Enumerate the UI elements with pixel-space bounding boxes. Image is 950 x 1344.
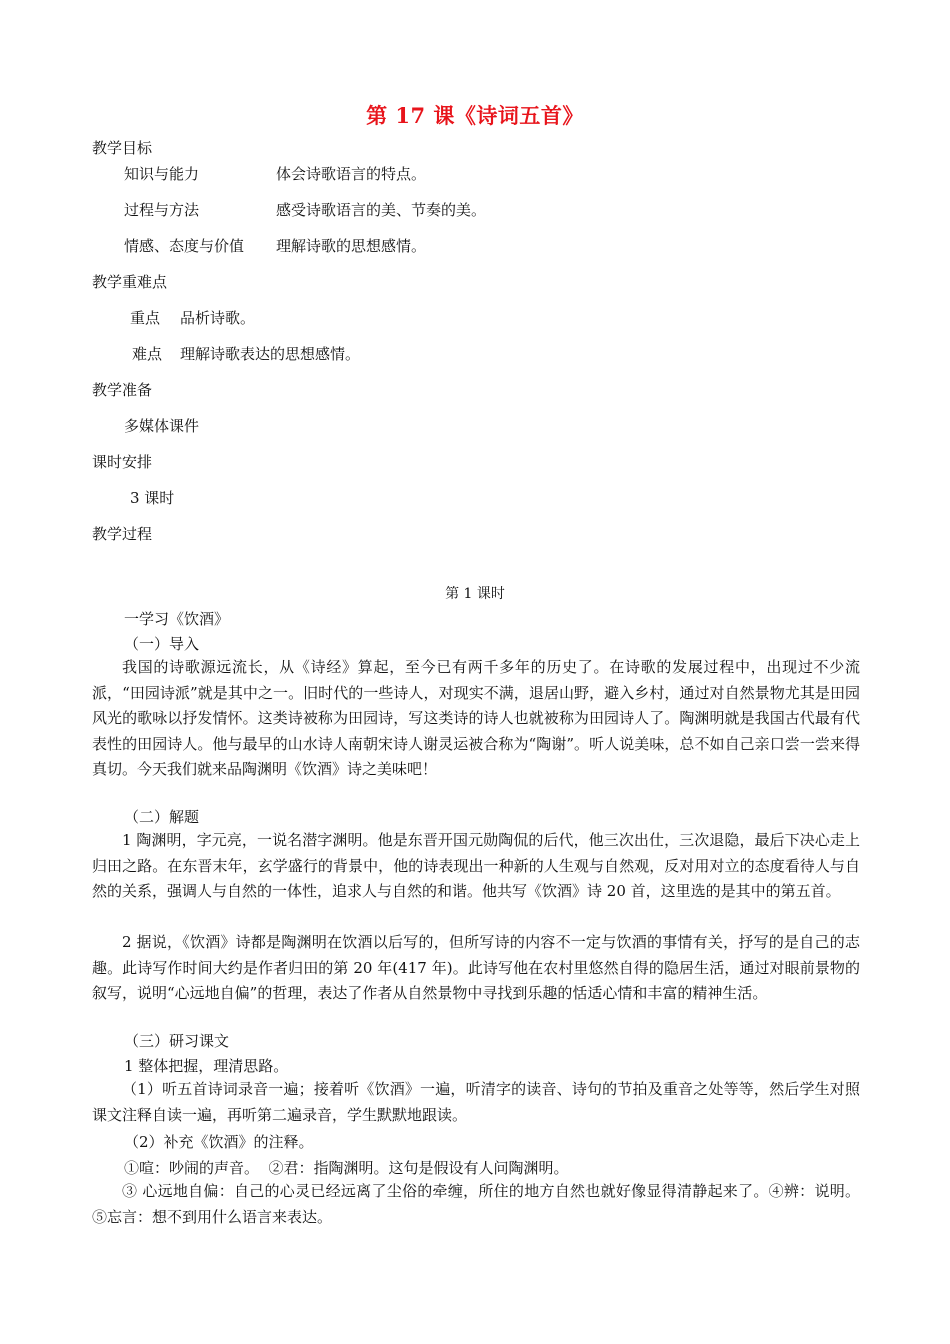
schedule-text: 3 课时 (130, 489, 175, 507)
goals-heading: 教学目标 (92, 139, 153, 157)
study-step-1a: （1）听五首诗词录音一遍；接着听《饮酒》一遍，听清字的读音、诗句的节拍及重音之处等等，然后学生对照课文注释自读一遍，再听第二遍录音，学生默默地跟读。 (92, 1080, 860, 1124)
goal-label: 知识与能力 (124, 165, 200, 183)
schedule-heading: 课时安排 (92, 453, 153, 471)
goal-text: 理解诗歌的思想感情。 (276, 237, 427, 255)
prep-heading: 教学准备 (92, 381, 153, 399)
goal-text: 体会诗歌语言的特点。 (276, 165, 427, 183)
study-step-1: 1 整体把握，理清思路。 (124, 1057, 289, 1075)
goal-text: 感受诗歌语言的美、节奏的美。 (276, 201, 487, 219)
key-point-label: 重点 (130, 309, 161, 327)
intro-paragraph: 我国的诗歌源远流长，从《诗经》算起，至今已有两千多年的历史了。在诗歌的发展过程中，出现过不少流派，“田园诗派”就是其中之一。旧时代的一些诗人，对现实不满，退居山野，避入乡村，通过对自然景物尤其是田园风光的歌咏以抒发情怀。这类诗被称为田园诗，写这类诗的诗人也就被称为田园诗人了。陶渊明就是我国古代最有代表性的田园诗人。他与最早的山水诗人南朝宋诗人谢灵运被合称为“陶谢”。听人说美味，总不如自己亲口尝一尝来得真切。今天我们就来品陶渊明《饮酒》诗之美味吧！ (92, 658, 860, 779)
hard-point-label: 难点 (132, 345, 163, 363)
explain-paragraph-2: 2 据说，《饮酒》诗都是陶渊明在饮酒以后写的，但所写诗的内容不一定与饮酒的事情有关，抒写的是自己的志趣。此诗写作时间大约是作者归田的第 20 年(417 年)。此诗写他在农村里悠然自得的隐居生活，通过对眼前景物的叙写，说明“心远地自偏”的哲理，表达了作者从自然景物中寻找到乐趣的恬适心情和丰富的精神生活。 (92, 933, 860, 1003)
goal-row-process (124, 201, 486, 219)
difficulty-heading: 教学重难点 (92, 273, 168, 291)
explain-paragraph-1: 1 陶渊明，字元亮，一说名潜字渊明。他是东晋开国元勋陶侃的后代，他三次出仕，三次退隐，最后下决心走上归田之路。在东晋末年，玄学盛行的背景中，他的诗表现出一种新的人生观与自然观，反对用对立的态度看待人与自然的关系，强调人与自然的一体性，追求人与自然的和谐。他共写《饮酒》诗 20 首，这里选的是其中的第五首。 (92, 831, 860, 901)
key-point-row (130, 309, 255, 327)
study-heading: （三）研习课文 (124, 1032, 230, 1050)
study-step-1b: （2）补充《饮酒》的注释。 (124, 1133, 314, 1151)
goal-row-knowledge (124, 165, 426, 183)
section-heading: 一学习《饮酒》 (124, 610, 230, 628)
hard-point-row (132, 345, 360, 363)
lesson-heading: 第 1 课时 (445, 586, 505, 602)
prep-text: 多媒体课件 (124, 417, 200, 435)
goal-label: 情感、态度与价值 (124, 237, 245, 255)
intro-heading: （一）导入 (124, 635, 200, 653)
key-point-text: 品析诗歌。 (180, 309, 256, 327)
goal-label: 过程与方法 (124, 201, 200, 219)
note-line-2: ③ 心远地自偏：自己的心灵已经远离了尘俗的牵缠，所住的地方自然也就好像显得清静起来了。④辨：说明。⑤忘言：想不到用什么语言来表达。 (92, 1182, 860, 1226)
hard-point-text: 理解诗歌表达的思想感情。 (180, 345, 361, 363)
goal-row-emotion (124, 237, 426, 255)
process-heading: 教学过程 (92, 525, 153, 543)
note-line-1: ①喧：吵闹的声音。 ②君：指陶渊明。这句是假设有人问陶渊明。 (124, 1159, 569, 1177)
explain-heading: （二）解题 (124, 808, 200, 826)
page-title: 第 17 课《诗词五首》 (366, 103, 584, 128)
